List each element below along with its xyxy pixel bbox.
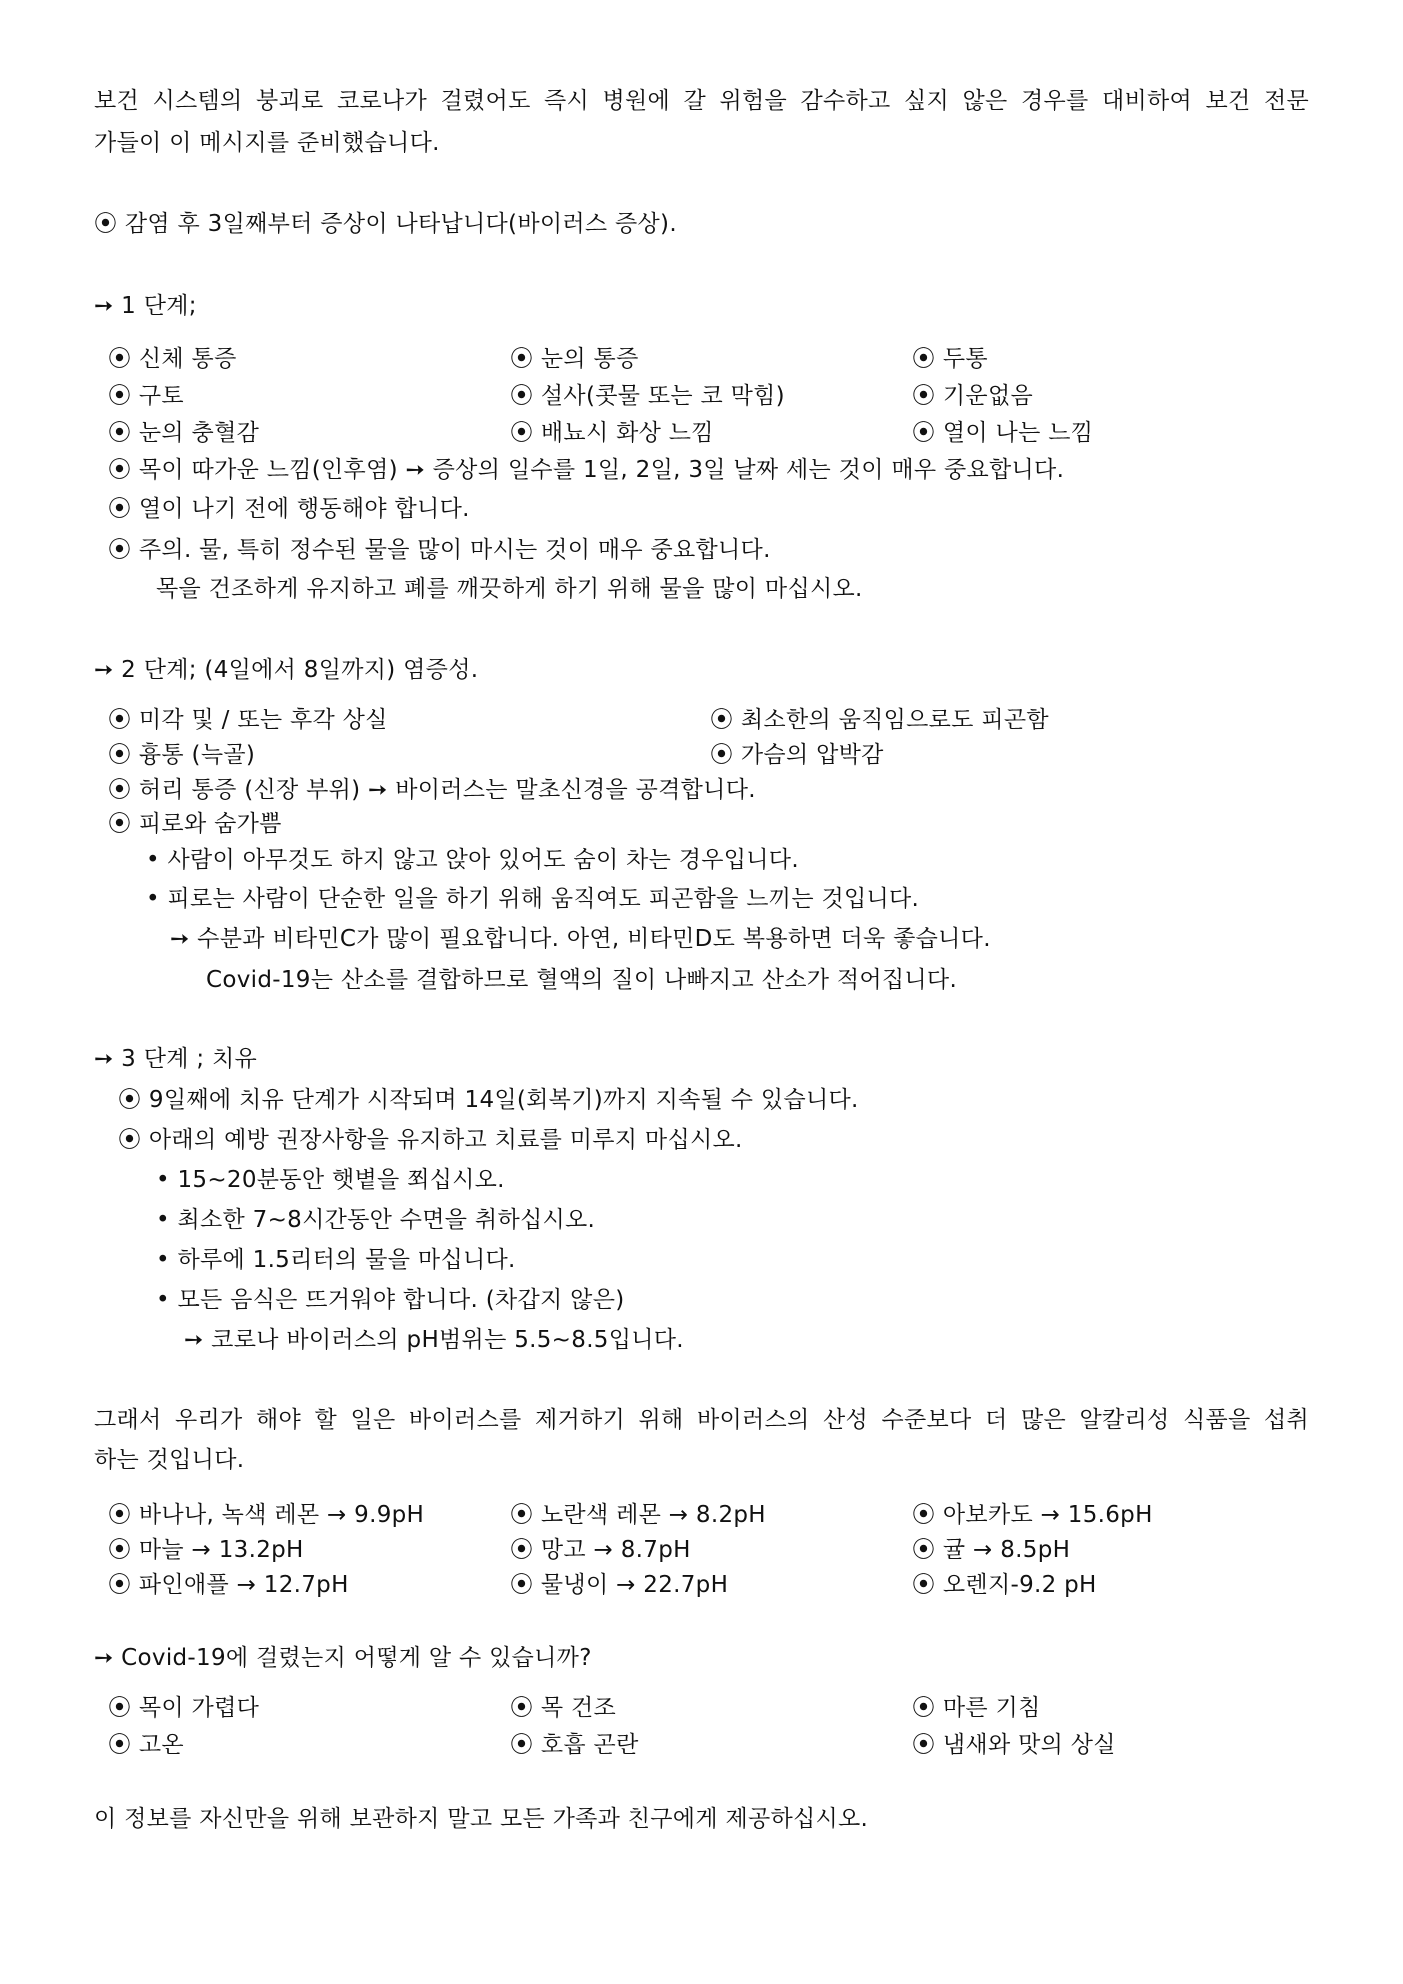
food-ph-item: ⦿ 마늘 → 13.2pH xyxy=(108,1537,304,1563)
howto-item: ⦿ 목이 가렵다 xyxy=(108,1695,260,1721)
stage1-item: ⦿ 신체 통증 xyxy=(108,346,237,372)
intro-line-2: 가들이 이 메시지를 준비했습니다. xyxy=(94,130,440,156)
stage2-advice-cont: Covid-19는 산소를 결합하므로 혈액의 질이 나빠지고 산소가 적어집니다. xyxy=(206,967,958,993)
stage1-item: ⦿ 두통 xyxy=(912,346,988,372)
stage2-bullet: • 피로는 사람이 단순한 일을 하기 위해 움직여도 피곤함을 느끼는 것입니다. xyxy=(146,886,920,912)
food-ph-item: ⦿ 파인애플 → 12.7pH xyxy=(108,1572,349,1598)
closing-text: 이 정보를 자신만을 위해 보관하지 말고 모든 가족과 친구에게 제공하십시오. xyxy=(94,1806,869,1832)
stage1-item: ⦿ 구토 xyxy=(108,383,184,409)
food-ph-item: ⦿ 망고 → 8.7pH xyxy=(510,1537,691,1563)
stage3-bullet: • 하루에 1.5리터의 물을 마십니다. xyxy=(156,1247,516,1273)
stage2-item: ⦿ 흉통 (늑골) xyxy=(108,742,256,768)
stage1-item: ⦿ 배뇨시 화상 느낌 xyxy=(510,420,714,446)
howto-item: ⦿ 고온 xyxy=(108,1732,184,1758)
stage1-caution: ⦿ 주의. 물, 특히 정수된 물을 많이 마시는 것이 매우 중요합니다. xyxy=(108,537,771,563)
food-ph-item: ⦿ 바나나, 녹색 레몬 → 9.9pH xyxy=(108,1502,425,1528)
stage2-advice: ➙ 수분과 비타민C가 많이 필요합니다. 아연, 비타민D도 복용하면 더욱 좋습니다. xyxy=(170,926,991,952)
symptom-onset: ⦿ 감염 후 3일째부터 증상이 나타납니다(바이러스 증상). xyxy=(94,211,677,237)
stage3-bullet: • 최소한 7~8시간동안 수면을 취하십시오. xyxy=(156,1207,596,1233)
howto-item: ⦿ 호흡 곤란 xyxy=(510,1732,639,1758)
stage1-heading: ➙ 1 단계; xyxy=(94,293,197,319)
stage1-item: ⦿ 눈의 통증 xyxy=(510,346,639,372)
alkaline-line-2: 하는 것입니다. xyxy=(94,1447,245,1473)
stage3-bullet: • 모든 음식은 뜨거워야 합니다. (차갑지 않은) xyxy=(156,1287,625,1313)
stage3-healing: ⦿ 9일째에 치유 단계가 시작되며 14일(회복기)까지 지속될 수 있습니다. xyxy=(118,1087,859,1113)
stage2-item: ⦿ 가슴의 압박감 xyxy=(710,742,884,768)
alkaline-line-1: 그래서 우리가 해야 할 일은 바이러스를 제거하기 위해 바이러스의 산성 수준보다 더 많은 알칼리성 식품을 섭취 xyxy=(94,1407,1309,1433)
stage2-item: ⦿ 최소한의 움직임으로도 피곤함 xyxy=(710,707,1049,733)
stage3-ph-range: ➙ 코로나 바이러스의 pH범위는 5.5~8.5입니다. xyxy=(184,1327,684,1353)
food-ph-item: ⦿ 귤 → 8.5pH xyxy=(912,1537,1071,1563)
stage2-back: ⦿ 허리 통증 (신장 부위) ➙ 바이러스는 말초신경을 공격합니다. xyxy=(108,777,756,803)
stage1-item: ⦿ 설사(콧물 또는 코 막힘) xyxy=(510,383,785,409)
stage1-fever: ⦿ 열이 나기 전에 행동해야 합니다. xyxy=(108,496,470,522)
food-ph-item: ⦿ 아보카도 → 15.6pH xyxy=(912,1502,1153,1528)
stage3-bullet: • 15~20분동안 햇볕을 쬐십시오. xyxy=(156,1167,505,1193)
howto-item: ⦿ 냄새와 맛의 상실 xyxy=(912,1732,1116,1758)
stage2-fatigue: ⦿ 피로와 숨가쁨 xyxy=(108,811,282,837)
stage3-heading: ➙ 3 단계 ; 치유 xyxy=(94,1046,258,1072)
stage3-keep: ⦿ 아래의 예방 권장사항을 유지하고 치료를 미루지 마십시오. xyxy=(118,1127,743,1153)
stage1-caution-cont: 목을 건조하게 유지하고 폐를 깨끗하게 하기 위해 물을 많이 마십시오. xyxy=(156,576,863,602)
stage2-item: ⦿ 미각 및 / 또는 후각 상실 xyxy=(108,707,388,733)
howto-item: ⦿ 마른 기침 xyxy=(912,1695,1041,1721)
stage1-throat: ⦿ 목이 따가운 느낌(인후염) ➙ 증상의 일수를 1일, 2일, 3일 날짜 세는 것이 매우 중요합니다. xyxy=(108,457,1065,483)
food-ph-item: ⦿ 오렌지-9.2 pH xyxy=(912,1572,1097,1598)
food-ph-item: ⦿ 물냉이 → 22.7pH xyxy=(510,1572,729,1598)
food-ph-item: ⦿ 노란색 레몬 → 8.2pH xyxy=(510,1502,766,1528)
stage2-heading: ➙ 2 단계; (4일에서 8일까지) 염증성. xyxy=(94,657,479,683)
stage1-item: ⦿ 열이 나는 느낌 xyxy=(912,420,1094,446)
intro-line-1: 보건 시스템의 붕괴로 코로나가 걸렸어도 즉시 병원에 갈 위험을 감수하고 싶지 않은 경우를 대비하여 보건 전문 xyxy=(94,88,1309,114)
howto-heading: ➙ Covid-19에 걸렸는지 어떻게 알 수 있습니까? xyxy=(94,1645,592,1671)
stage1-item: ⦿ 눈의 충혈감 xyxy=(108,420,260,446)
stage2-bullet: • 사람이 아무것도 하지 않고 앉아 있어도 숨이 차는 경우입니다. xyxy=(146,847,799,873)
stage1-item: ⦿ 기운없음 xyxy=(912,383,1033,409)
howto-item: ⦿ 목 건조 xyxy=(510,1695,617,1721)
